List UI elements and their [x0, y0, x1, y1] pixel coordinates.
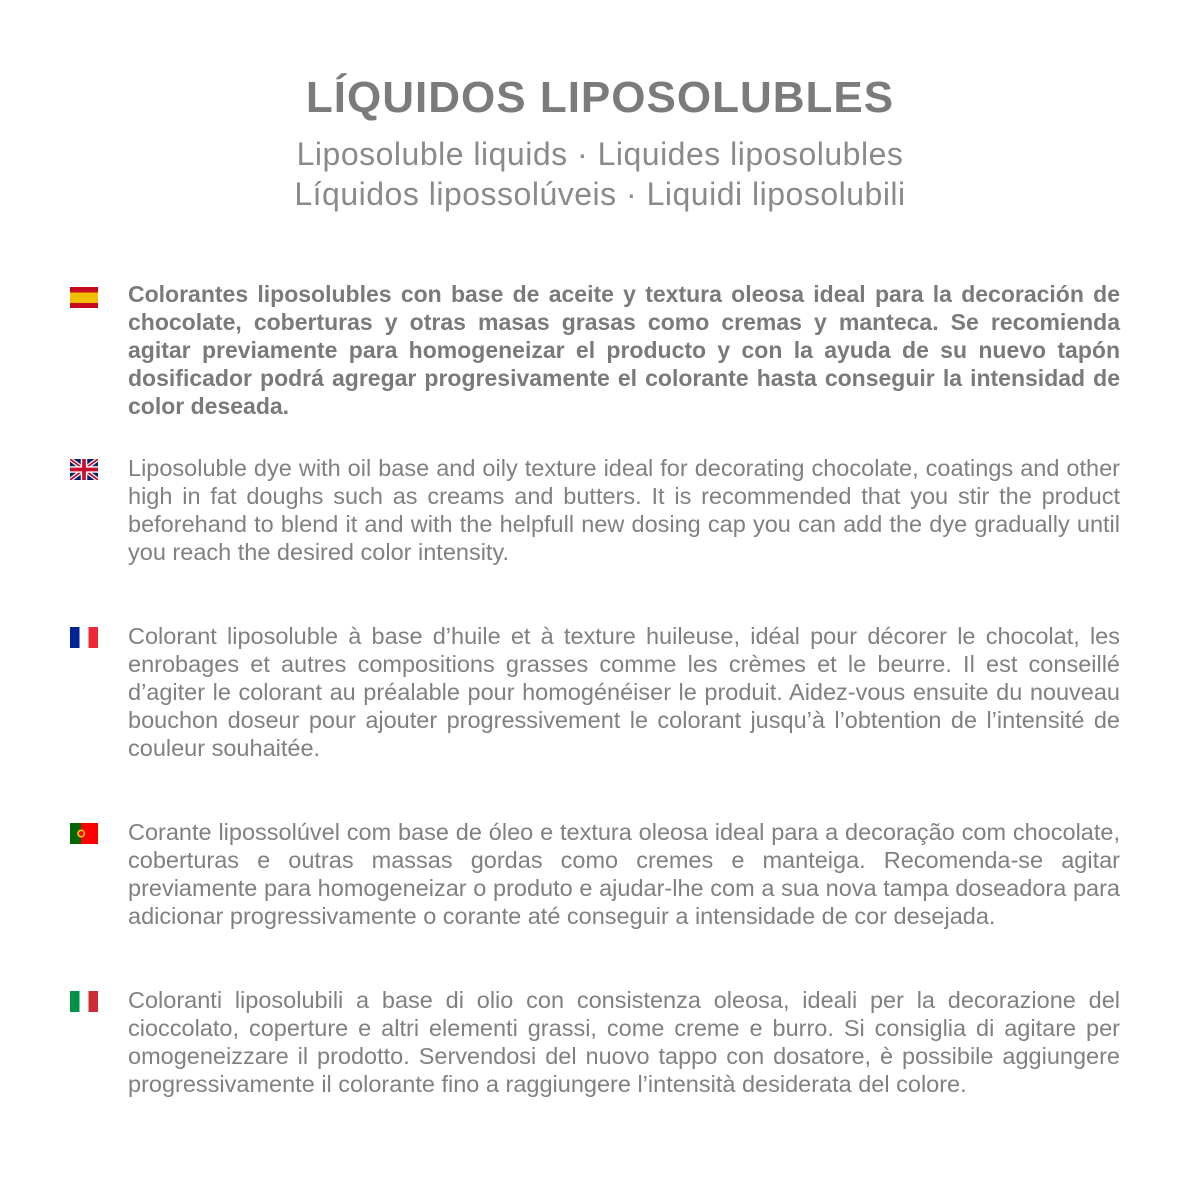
- italy-flag-icon: [70, 991, 98, 1012]
- subtitle-line-1: Liposoluble liquids · Liquides liposolubles: [296, 136, 904, 172]
- spain-flag-icon: [70, 287, 98, 308]
- entry-text-spanish: Colorantes liposolubles con base de aceite y textura oleosa ideal para la decoración de chocolate, coberturas y otras masas grasas como cremas y manteca. Se recomienda agitar previamente para homogeneizar el producto y con la ayuda de su nuevo tapón dosificador podrá agregar progresivamente el colorante hasta conseguir la intensidad de color deseada.: [128, 281, 1120, 419]
- entry-text-french: Colorant liposoluble à base d’huile et à texture huileuse, idéal pour décorer le chocolat, les enrobages et autres compositions grasses comme les crèmes et le beurre. Il est conseillé d’agiter le colorant au préalable pour homogénéiser le produit. Aidez-vous ensuite du nouveau bouchon doseur pour ajouter progressivement le colorant jusqu’à l’obtention de l’intensité de couleur souhaitée.: [128, 623, 1120, 761]
- uk-flag-icon: [70, 459, 98, 480]
- page-title: LÍQUIDOS LIPOSOLUBLES: [305, 73, 895, 122]
- entry-text-portuguese: Corante lipossolúvel com base de óleo e textura oleosa ideal para a decoração com chocolate, coberturas e outras massas gordas como cremes e manteiga. Recomenda-se agitar previamente para homogeneizar o produto e ajudar-lhe com a sua nova tampa doseadora para adicionar progressivamente o corante até conseguir a intensidade de cor desejada.: [128, 819, 1120, 929]
- entry-text-italian: Coloranti liposolubili a base di olio con consistenza oleosa, ideali per la decorazione del cioccolato, coperture e altri elementi grassi, come creme e burro. Si consiglia di agitare per omogeneizzare il prodotto. Servendosi del nuovo tappo con dosatore, è possibile aggiungere progressivamente il colorante fino a raggiungere l’intensità desiderata del colore.: [128, 987, 1120, 1097]
- subtitle-line-2: Líquidos lipossolúveis · Liquidi liposolubili: [294, 176, 906, 212]
- portugal-flag-icon: [70, 823, 98, 844]
- france-flag-icon: [70, 627, 98, 648]
- header: [0, 72, 1200, 214]
- entry-text-english: Liposoluble dye with oil base and oily texture ideal for decorating chocolate, coatings and other high in fat doughs such as creams and butters. It is recommended that you stir the product beforehand to blend it and with the helpfull new dosing cap you can add the dye gradually until you reach the desired color intensity.: [128, 455, 1120, 565]
